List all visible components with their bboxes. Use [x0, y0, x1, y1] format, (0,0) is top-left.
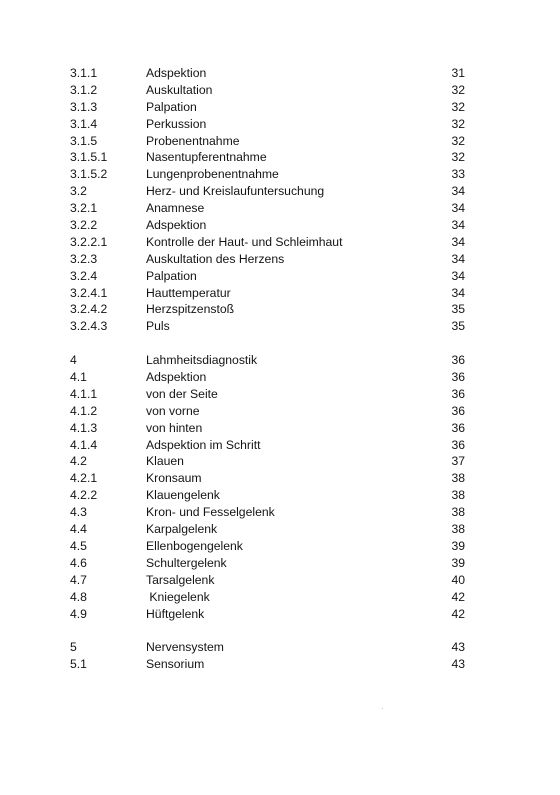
toc-entry: [70, 453, 465, 470]
toc-entry-number: 4.2: [70, 454, 87, 469]
toc-entry-title: Adspektion: [146, 370, 207, 385]
toc-entry-title: Palpation: [146, 268, 197, 283]
toc-entry-title: Puls: [146, 319, 170, 334]
toc-entry-title: Sensorium: [146, 657, 205, 672]
toc-entry: [70, 386, 465, 403]
toc-entry-number: 4.3: [70, 505, 87, 520]
toc-entry-page: 43: [451, 640, 465, 655]
toc-entry-page: 33: [451, 167, 465, 182]
toc-entry-number: 5: [70, 640, 77, 655]
toc-entry: [70, 606, 465, 623]
toc-entry-title: Ellenbogengelenk: [146, 538, 243, 553]
toc-entry-page: 34: [451, 234, 465, 249]
toc-entry: [70, 403, 465, 420]
section-gap: [70, 335, 465, 352]
toc-entry-page: 32: [451, 116, 465, 131]
table-of-contents: [70, 65, 465, 673]
toc-entry-page: 34: [451, 268, 465, 283]
toc-entry-title: Karpalgelenk: [146, 522, 218, 537]
toc-entry: [70, 166, 465, 183]
toc-entry-page: 40: [451, 572, 465, 587]
toc-entry-number: 3.2.2: [70, 218, 98, 233]
toc-entry: [70, 65, 465, 82]
toc-entry-number: 3.2.2.1: [70, 234, 108, 249]
toc-entry: [70, 82, 465, 99]
toc-entry-title: Kontrolle der Haut- und Schleimhaut: [146, 234, 343, 249]
toc-entry: [70, 369, 465, 386]
toc-entry-number: 3.1.5.2: [70, 167, 108, 182]
toc-entry: [70, 572, 465, 589]
toc-entry-title: Tarsalgelenk: [146, 572, 215, 587]
toc-entry-number: 4.6: [70, 555, 87, 570]
toc-entry-title: Lungenprobenentnahme: [146, 167, 279, 182]
toc-entry-title: Lahmheitsdiagnostik: [146, 353, 258, 368]
toc-entry-title: Nervensystem: [146, 640, 224, 655]
toc-entry-title: Herz- und Kreislaufuntersuchung: [146, 184, 325, 199]
toc-entry-page: 37: [451, 454, 465, 469]
toc-entry-title: Probenentnahme: [146, 133, 240, 148]
toc-entry-number: 3.1.5.1: [70, 150, 108, 165]
toc-entry-title: Anamnese: [146, 201, 205, 216]
toc-entry-title: Adspektion im Schritt: [146, 437, 261, 452]
toc-entry-number: 3.1.1: [70, 66, 98, 80]
toc-entry: [70, 352, 465, 369]
toc-entry-page: 36: [451, 420, 465, 435]
toc-entry-number: 3.2: [70, 184, 87, 199]
toc-entry: [70, 504, 465, 521]
toc-entry-page: 34: [451, 201, 465, 216]
toc-entry: [70, 437, 465, 454]
toc-entry-title: von der Seite: [146, 386, 218, 401]
toc-entry-page: 39: [451, 538, 465, 553]
toc-entry-number: 3.2.1: [70, 201, 98, 216]
toc-entry-number: 3.2.4.3: [70, 319, 108, 334]
toc-entry-title: Palpation: [146, 99, 197, 114]
toc-entry: [70, 656, 465, 673]
toc-entry-number: 4.9: [70, 606, 87, 621]
toc-entry-number: 4.1.2: [70, 403, 98, 418]
toc-entry-number: 3.2.4: [70, 268, 98, 283]
toc-entry: [70, 149, 465, 166]
toc-entry-page: 32: [451, 150, 465, 165]
toc-entry: [70, 183, 465, 200]
toc-entry-title: Klauen: [146, 454, 184, 469]
toc-entry-number: 3.1.3: [70, 99, 98, 114]
toc-entry-number: 4.1: [70, 370, 87, 385]
toc-entry-title: Adspektion: [146, 66, 207, 80]
toc-entry-title: Perkussion: [146, 116, 207, 131]
toc-entry-page: 34: [451, 251, 465, 266]
toc-entry-number: 3.1.2: [70, 82, 98, 97]
toc-entry-page: 35: [451, 319, 465, 334]
toc-entry-page: 38: [451, 471, 465, 486]
toc-entry: [70, 217, 465, 234]
toc-entry-page: 38: [451, 505, 465, 520]
toc-entry-page: 39: [451, 555, 465, 570]
toc-entry: [70, 318, 465, 335]
toc-entry: [70, 268, 465, 285]
toc-entry-title: Kniegelenk: [146, 589, 210, 604]
toc-entry-number: 4.1.1: [70, 386, 98, 401]
toc-entry: [70, 521, 465, 538]
toc-entry-page: 42: [451, 606, 465, 621]
toc-entry-page: 32: [451, 82, 465, 97]
toc-entry-number: 3.2.4.1: [70, 285, 108, 300]
toc-entry: [70, 639, 465, 656]
toc-entry-title: von vorne: [146, 403, 200, 418]
toc-entry-page: 34: [451, 285, 465, 300]
toc-entry-title: Schultergelenk: [146, 555, 227, 570]
toc-entry-number: 4.1.3: [70, 420, 98, 435]
toc-entry-page: 35: [451, 302, 465, 317]
toc-entry-number: 3.1.5: [70, 133, 98, 148]
toc-entry-page: 31: [451, 66, 465, 80]
toc-entry-number: 4: [70, 353, 77, 368]
toc-entry: [70, 251, 465, 268]
toc-entry-title: Adspektion: [146, 218, 207, 233]
toc-entry: [70, 200, 465, 217]
toc-entry-number: 4.2.2: [70, 488, 98, 503]
toc-entry-page: 36: [451, 437, 465, 452]
toc-entry-page: 38: [451, 522, 465, 537]
toc-entry-title: Nasentupferentnahme: [146, 150, 267, 165]
toc-entry-number: 4.4: [70, 522, 87, 537]
toc-entry-number: 4.2.1: [70, 471, 98, 486]
toc-entry-title: Kronsaum: [146, 471, 202, 486]
toc-entry: [70, 133, 465, 150]
toc-entry-page: 36: [451, 370, 465, 385]
toc-entry: [70, 538, 465, 555]
toc-entry: [70, 116, 465, 133]
toc-entry-page: 32: [451, 99, 465, 114]
toc-entry: [70, 589, 465, 606]
toc-entry: [70, 301, 465, 318]
toc-entry-page: 34: [451, 184, 465, 199]
toc-entry-title: Hüftgelenk: [146, 606, 205, 621]
toc-entry: [70, 470, 465, 487]
toc-entry-page: 43: [451, 657, 465, 672]
toc-entry: [70, 285, 465, 302]
toc-entry-page: 36: [451, 353, 465, 368]
toc-entry: [70, 234, 465, 251]
toc-entry-page: 32: [451, 133, 465, 148]
scan-speck: [382, 708, 383, 709]
toc-entry: [70, 420, 465, 437]
toc-entry-title: Auskultation: [146, 82, 213, 97]
toc-entry-number: 4.5: [70, 538, 87, 553]
toc-entry-title: Auskultation des Herzens: [146, 251, 285, 266]
toc-entry: [70, 487, 465, 504]
toc-entry-title: von hinten: [146, 420, 203, 435]
toc-entry-page: 36: [451, 386, 465, 401]
toc-entry-number: 5.1: [70, 657, 87, 672]
toc-entry-number: 4.1.4: [70, 437, 98, 452]
toc-entry-number: 4.7: [70, 572, 87, 587]
toc-entry-number: 4.8: [70, 589, 87, 604]
toc-entry: [70, 555, 465, 572]
toc-entry-title: Herzspitzenstoß: [146, 302, 235, 317]
section-gap: [70, 622, 465, 639]
toc-entry-page: 34: [451, 218, 465, 233]
toc-entry-title: Klauengelenk: [146, 488, 220, 503]
toc-entry-page: 36: [451, 403, 465, 418]
toc-entry-number: 3.2.4.2: [70, 302, 108, 317]
toc-entry-title: Kron- und Fesselgelenk: [146, 505, 275, 520]
toc-entry-number: 3.2.3: [70, 251, 98, 266]
toc-entry: [70, 99, 465, 116]
toc-entry-title: Hauttemperatur: [146, 285, 231, 300]
toc-entry-page: 42: [451, 589, 465, 604]
toc-entry-number: 3.1.4: [70, 116, 98, 131]
toc-entry-page: 38: [451, 488, 465, 503]
